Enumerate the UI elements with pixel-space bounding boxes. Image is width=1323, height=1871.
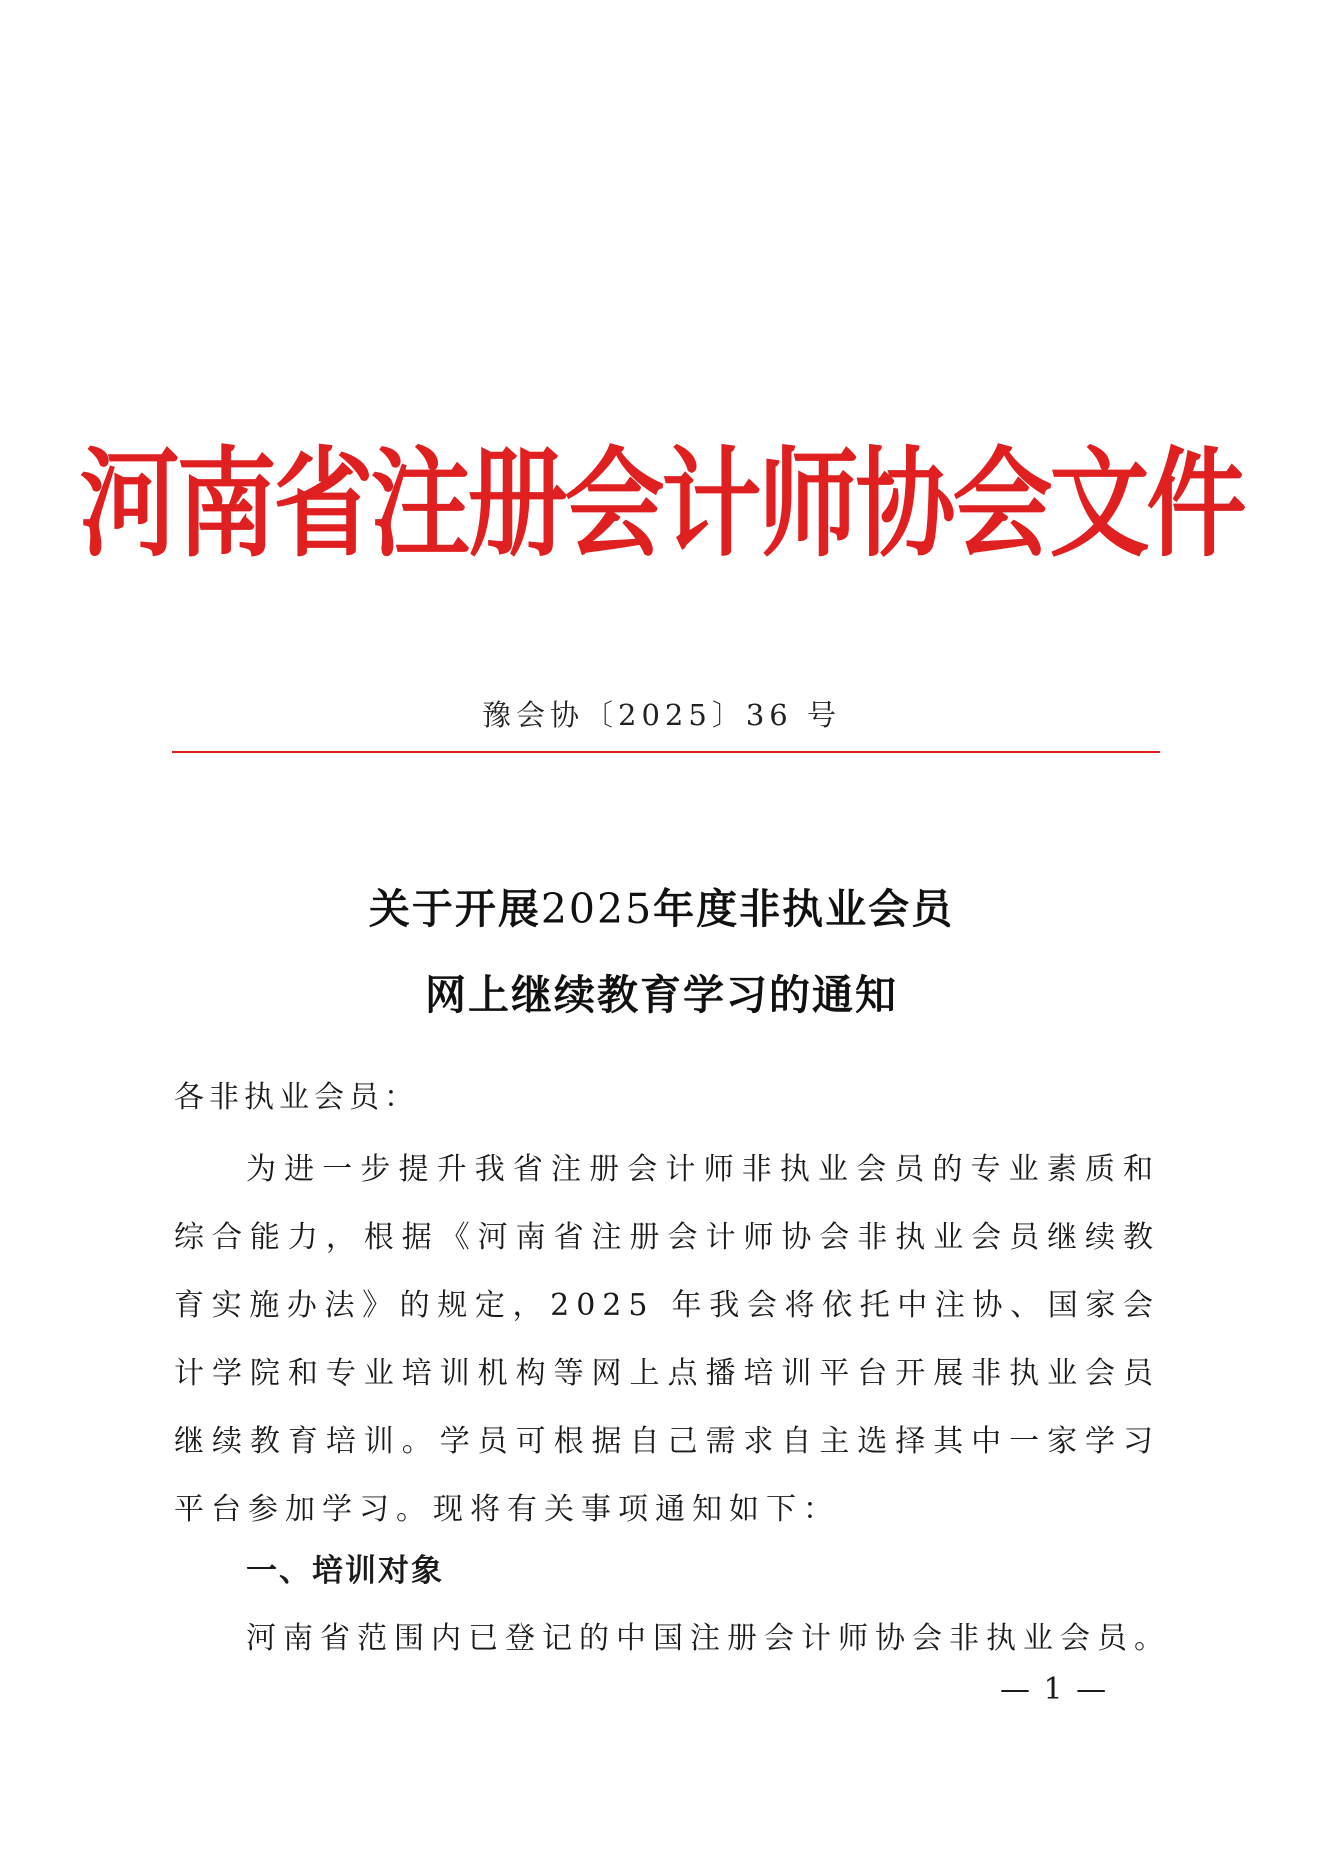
section-heading-training-target: 一、培训对象 <box>246 1553 444 1589</box>
section-text-training-target: 河南省范围内已登记的中国注册会计师协会非执业会员。 <box>246 1621 1171 1656</box>
red-divider <box>172 751 1160 753</box>
organization-title: 河南省注册会计师协会文件 <box>79 435 1244 574</box>
page-number: — 1 — <box>1000 1672 1109 1707</box>
notice-title-line2: 网上继续教育学习的通知 <box>425 971 898 1019</box>
notice-title-line1 <box>0 876 1323 935</box>
notice-title-pre: 关于开展 <box>368 885 541 933</box>
notice-title-post: 年度非执业会员 <box>653 885 955 933</box>
document-number: 豫会协〔2025〕36 号 <box>482 698 841 732</box>
body-paragraph: 为进一步提升我省注册会计师非执业会员的专业素质和综合能力，根据《河南省注册会计师协会非执业会员继续教育实施办法》的规定，2025 年我会将依托中注协、国家会计学院和专业培训机构等网上点播培训平台开展非执业会员继续教育培训。学员可根据自己需求自主选择其中一家学习平台参加学习。现将有关事项通知如下： <box>174 1152 1160 1527</box>
notice-title-year: 2025 <box>540 885 654 933</box>
salutation: 各非执业会员： <box>174 1080 419 1115</box>
